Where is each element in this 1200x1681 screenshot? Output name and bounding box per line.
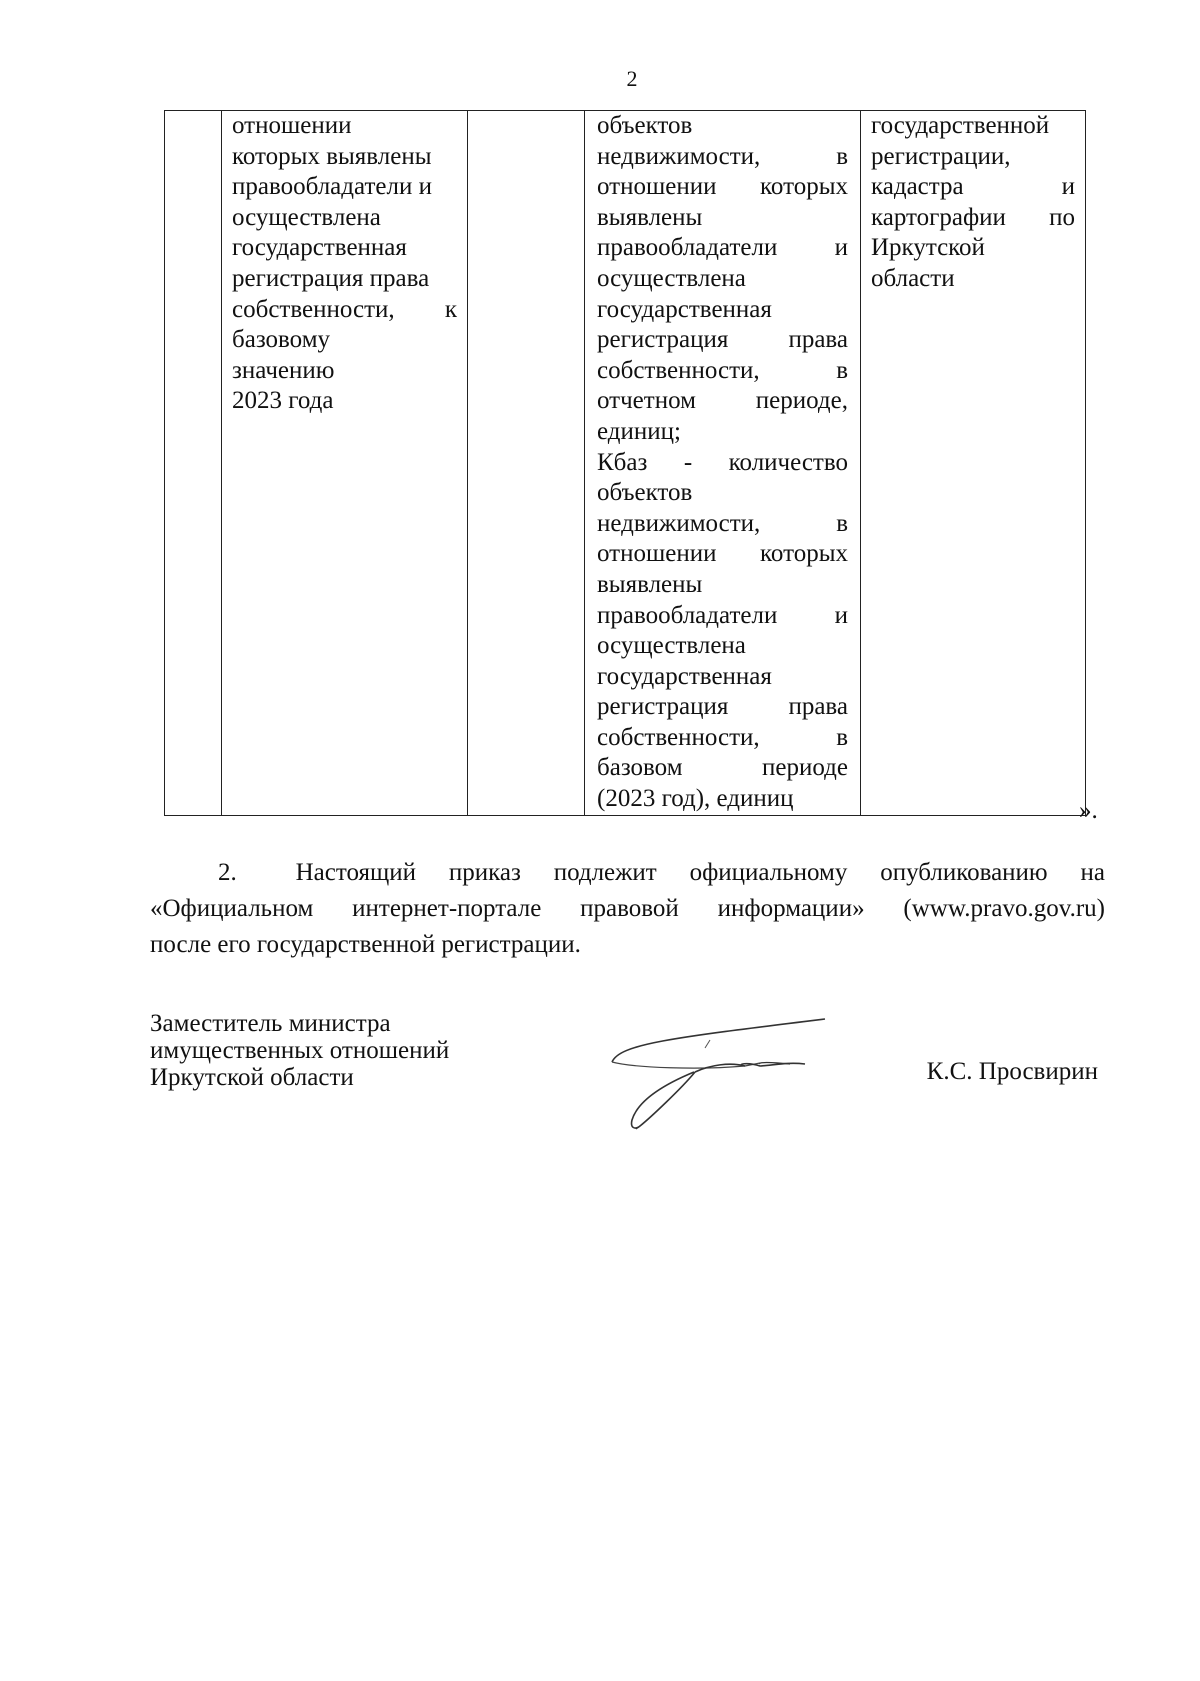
- cell-line: объектов: [597, 112, 693, 139]
- cell-line: выявлены: [597, 203, 703, 231]
- table-cell-formula: [585, 111, 861, 816]
- cell-line: объектов: [597, 479, 693, 507]
- indicator-table: [164, 110, 1086, 816]
- paragraph-line: после его государственной регистрации.: [150, 931, 581, 958]
- cell-line: государственная: [597, 295, 772, 323]
- indicator-text: [222, 111, 467, 417]
- paragraph-publication: [150, 855, 1105, 963]
- signatory-name: К.С. Просвирин: [926, 1058, 1098, 1085]
- cell-line: 2023 года: [232, 387, 334, 415]
- cell-line: (2023 год), единиц: [597, 785, 794, 813]
- page-number: 2: [626, 66, 638, 91]
- cell-line: правообладатели и: [597, 234, 848, 262]
- cell-line: кадастра и: [871, 173, 1075, 201]
- table-cell-empty: [468, 111, 585, 816]
- cell-line: осуществлена: [232, 203, 381, 231]
- cell-line: правообладатели и: [232, 173, 432, 201]
- source-text: [861, 111, 1085, 295]
- cell-line: собственности, в: [597, 356, 848, 384]
- paragraph-line: 2. Настоящий приказ подлежит официальному опубликованию на: [150, 855, 1105, 891]
- table-cell-indicator: [222, 111, 468, 816]
- cell-line: недвижимости, в: [597, 142, 848, 170]
- cell-line: Кбаз - количество: [597, 448, 848, 476]
- signatory-title: [150, 1010, 449, 1091]
- cell-line: государственная: [232, 234, 407, 262]
- cell-line: недвижимости, в: [597, 509, 848, 537]
- cell-line: собственности, в: [597, 723, 848, 751]
- cell-line: базовому: [232, 326, 331, 354]
- cell-line: осуществлена: [597, 264, 746, 292]
- cell-line: регистрации,: [871, 142, 1011, 170]
- cell-line: отношении: [232, 112, 352, 139]
- signatory-title-line: Заместитель министра: [150, 1010, 391, 1037]
- formula-text: [585, 111, 860, 815]
- table-row: [165, 111, 1086, 816]
- cell-line: которых выявлены: [232, 142, 432, 170]
- paragraph-number: 2.: [218, 859, 237, 886]
- table-cell-empty: [165, 111, 222, 816]
- cell-line: единиц;: [597, 417, 681, 445]
- cell-line: выявлены: [597, 570, 703, 598]
- cell-line: отчетном периоде,: [597, 387, 848, 415]
- cell-line: государственной: [871, 112, 1050, 139]
- cell-line: собственности, к: [232, 295, 457, 323]
- cell-line: регистрация права: [597, 326, 848, 354]
- cell-line: картографии по: [871, 203, 1075, 231]
- cell-line: осуществлена: [597, 632, 746, 660]
- signatory-title-line: Иркутской области: [150, 1064, 354, 1091]
- cell-line: государственная: [597, 662, 772, 690]
- cell-line: регистрация права: [597, 693, 848, 721]
- paragraph-line: «Официальном интернет-портале правовой информации» (www.pravo.gov.ru): [150, 895, 1105, 922]
- cell-line: Иркутской: [871, 234, 985, 262]
- closing-quote: ».: [1079, 797, 1098, 824]
- cell-line: базовом периоде: [597, 754, 848, 782]
- cell-line: отношении которых: [597, 173, 848, 201]
- table-cell-source: [861, 111, 1086, 816]
- cell-line: отношении которых: [597, 540, 848, 568]
- cell-line: значению: [232, 356, 335, 384]
- signatory-title-line: имущественных отношений: [150, 1037, 450, 1064]
- cell-line: регистрация права: [232, 264, 430, 292]
- cell-line: правообладатели и: [597, 601, 848, 629]
- handwritten-signature: [610, 1000, 830, 1130]
- cell-line: области: [871, 264, 955, 292]
